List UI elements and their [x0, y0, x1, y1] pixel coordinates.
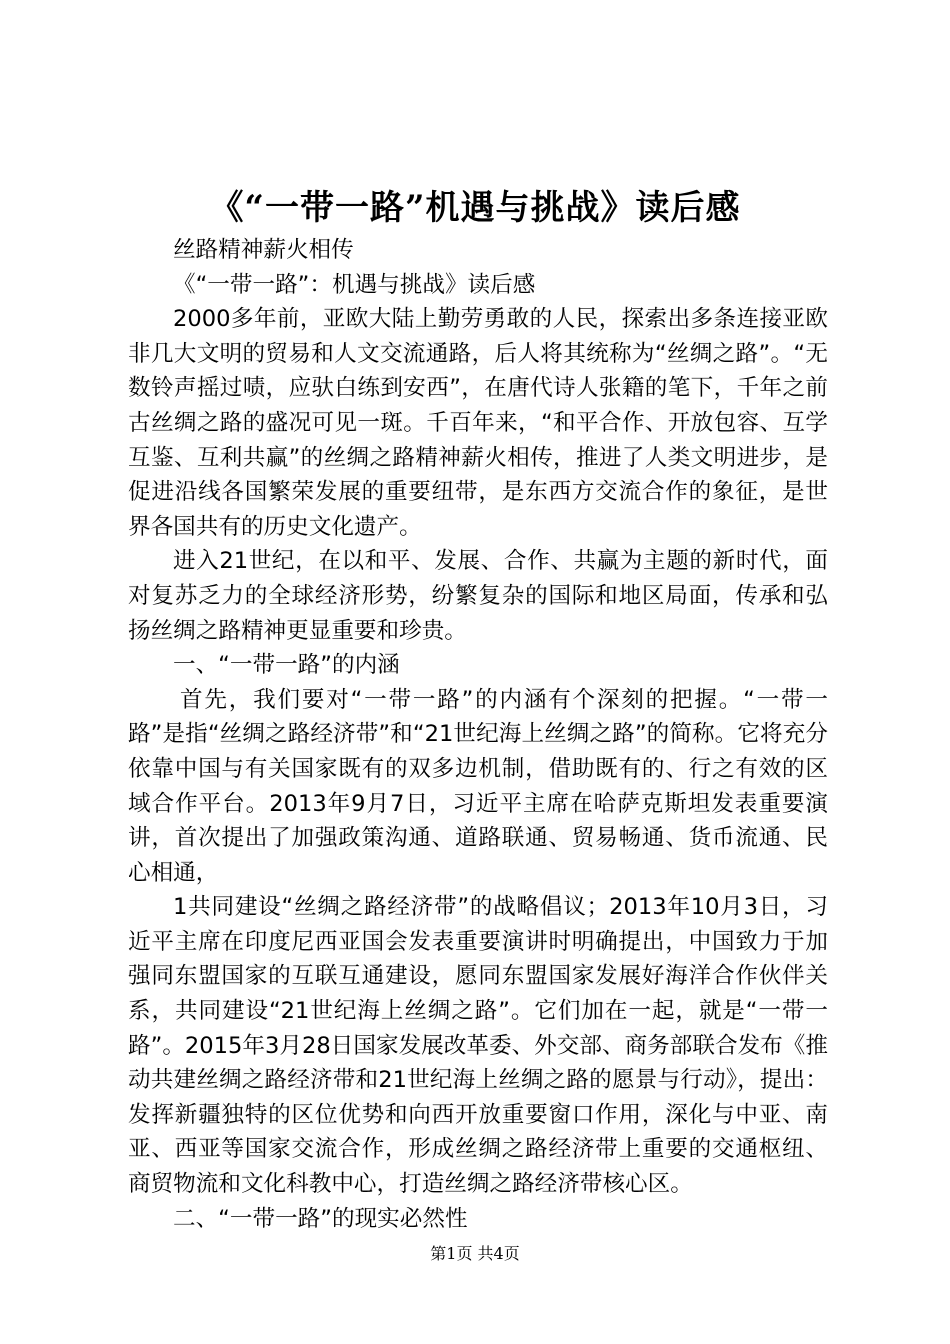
paragraph-new-era: 进入21世纪，在以和平、发展、合作、共赢为主题的新时代，面对复苏乏力的全球经济形势，纷繁复杂的国际和地区局面，传承和弘扬丝绸之路精神更显重要和珍贵。 — [128, 548, 828, 644]
document-title: 《“一带一路”机遇与挑战》读后感 — [209, 188, 741, 228]
paragraph-subtitle: 丝路精神薪火相传 — [173, 237, 354, 263]
paragraph-connotation: 首先，我们要对“一带一路”的内涵有个深刻的把握。“一带一路”是指“丝绸之路经济带”和“21世纪海上丝绸之路”的简称。它将充分依靠中国与有关国家既有的双多边机制，借助既有的、行之有效的区域合作平台。2013年9月7日，习近平主席在哈萨克斯坦发表重要演讲，首次提出了加强政策沟通、道路联通、贸易畅通、货币流通、民心相通， — [128, 686, 828, 886]
page-footer: 第1页 共4页 — [430, 1244, 520, 1263]
paragraph-book-title: 《“一带一路”：机遇与挑战》读后感 — [173, 271, 536, 298]
document-body — [128, 233, 828, 1236]
section-heading-1: 一、“一带一路”的内涵 — [173, 652, 400, 679]
paragraph-initiative: 1共同建设“丝绸之路经济带”的战略倡议；2013年10月3日，习近平主席在印度尼西亚国会发表重要演讲时明确提出，中国致力于加强同东盟国家的互联互通建设，愿同东盟国家发展好海洋合作伙伴关系，共同建设“21世纪海上丝绸之路”。它们加在一起，就是“一带一路”。2015年3月28日国家发展改革委、外交部、商务部联合发布《推动共建丝绸之路经济带和21世纪海上丝绸之路的愿景与行动》，提出：发挥新疆独特的区位优势和向西开放重要窗口作用，深化与中亚、南亚、西亚等国家交流合作，形成丝绸之路经济带上重要的交通枢纽、商贸物流和文化科教中心，打造丝绸之路经济带核心区。 — [128, 894, 828, 1198]
section-heading-2: 二、“一带一路”的现实必然性 — [173, 1205, 468, 1232]
paragraph-intro: 2000多年前，亚欧大陆上勤劳勇敢的人民，探索出多条连接亚欧非几大文明的贸易和人文交流通路，后人将其统称为“丝绸之路”。“无数铃声摇过啧，应驮白练到安西”，在唐代诗人张籍的笔下，千年之前古丝绸之路的盛况可见一斑。千百年来，“和平合作、开放包容、互学互鉴、互利共赢”的丝绸之路精神薪火相传，推进了人类文明进步，是促进沿线各国繁荣发展的重要纽带，是东西方交流合作的象征，是世界各国共有的历史文化遗产。 — [128, 306, 828, 540]
